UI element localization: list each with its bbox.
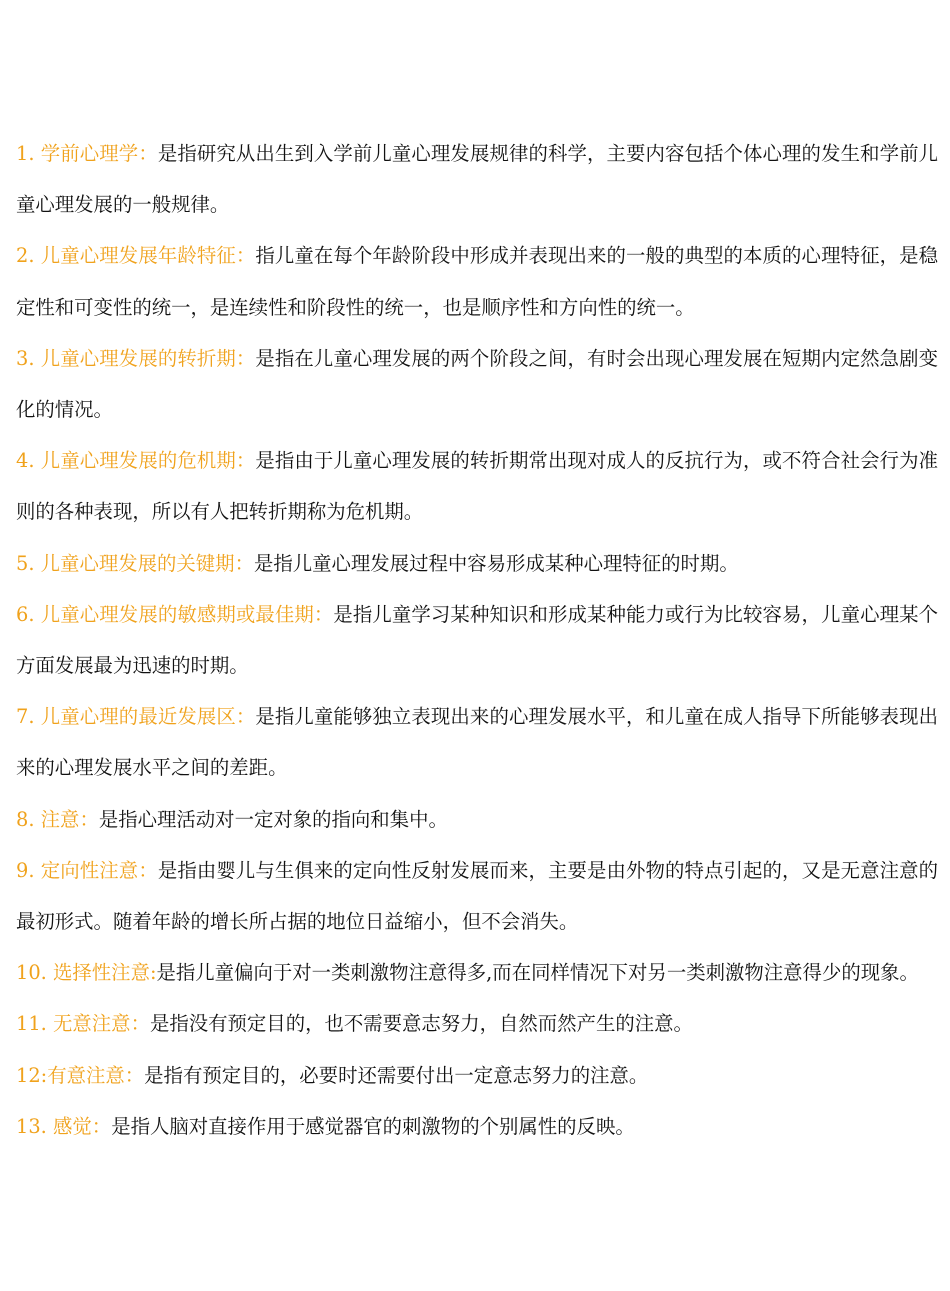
- definition-text: 是指研究从出生到入学前儿童心理发展规律的科学，主要内容包括个体心理的发生和学前儿童心理发展的一般规律。: [16, 142, 938, 217]
- term-label: 6. 儿童心理发展的敏感期或最佳期：: [16, 602, 334, 626]
- definition-text: 是指心理活动对一定对象的指向和集中。: [98, 807, 448, 831]
- entry-12: [16, 1050, 938, 1101]
- definition-text: 是指在儿童心理发展的两个阶段之间，有时会出现心理发展在短期内定然急剧变化的情况。: [16, 346, 938, 422]
- entry-7: [16, 691, 938, 793]
- entry-6: [16, 589, 938, 691]
- term-label: 8. 注意：: [16, 807, 99, 831]
- term-label: 5. 儿童心理发展的关键期：: [16, 551, 254, 575]
- definition-text: 是指由婴儿与生俱来的定向性反射发展而来，主要是由外物的特点引起的，又是无意注意的最初形式。随着年龄的增长所占据的地位日益缩小，但不会消失。: [16, 858, 938, 934]
- term-label: 2. 儿童心理发展年龄特征：: [16, 244, 256, 268]
- document-page: [16, 128, 938, 1152]
- definition-text: 是指儿童能够独立表现出来的心理发展水平，和儿童在成人指导下所能够表现出来的心理发展水平之间的差距。: [16, 705, 938, 780]
- definition-text: 指儿童在每个年龄阶段中形成并表现出来的一般的典型的本质的心理特征，是稳定性和可变性的统一，是连续性和阶段性的统一，也是顺序性和方向性的统一。: [16, 244, 938, 319]
- definition-text: 是指由于儿童心理发展的转折期常出现对成人的反抗行为，或不符合社会行为准则的各种表现，所以有人把转折期称为危机期。: [16, 449, 938, 524]
- definition-text: 是指人脑对直接作用于感觉器官的刺激物的个别属性的反映。: [111, 1114, 635, 1138]
- definition-text: 是指有预定目的，必要时还需要付出一定意志努力的注意。: [144, 1063, 649, 1087]
- term-label: 9. 定向性注意：: [16, 858, 158, 882]
- entry-9: [16, 845, 938, 947]
- term-label: 4. 儿童心理发展的危机期：: [16, 449, 256, 473]
- entry-2: [16, 230, 938, 332]
- entry-8: [16, 794, 938, 845]
- entry-13: [16, 1101, 938, 1152]
- term-label: 7. 儿童心理的最近发展区：: [16, 705, 256, 729]
- entry-10: [16, 947, 938, 998]
- definition-text: 是指没有预定目的，也不需要意志努力，自然而然产生的注意。: [149, 1012, 693, 1036]
- definition-text: 是指儿童心理发展过程中容易形成某种心理特征的时期。: [253, 551, 739, 575]
- term-label: 10. 选择性注意:: [16, 961, 157, 985]
- definition-text: 是指儿童学习某种知识和形成某种能力或行为比较容易，儿童心理某个方面发展最为迅速的时期。: [16, 602, 938, 678]
- definition-text: 是指儿童偏向于对一类刺激物注意得多,而在同样情况下对另一类刺激物注意得少的现象。: [156, 961, 919, 985]
- entry-1: [16, 128, 938, 230]
- term-label: 13. 感觉：: [16, 1114, 112, 1138]
- term-label: 12:有意注意：: [16, 1063, 145, 1087]
- term-label: 3. 儿童心理发展的转折期：: [16, 346, 256, 370]
- entry-4: [16, 435, 938, 537]
- term-label: 11. 无意注意：: [16, 1012, 150, 1036]
- term-label: 1. 学前心理学：: [16, 142, 158, 165]
- entry-5: [16, 538, 938, 589]
- entry-11: [16, 998, 938, 1049]
- entry-3: [16, 333, 938, 435]
